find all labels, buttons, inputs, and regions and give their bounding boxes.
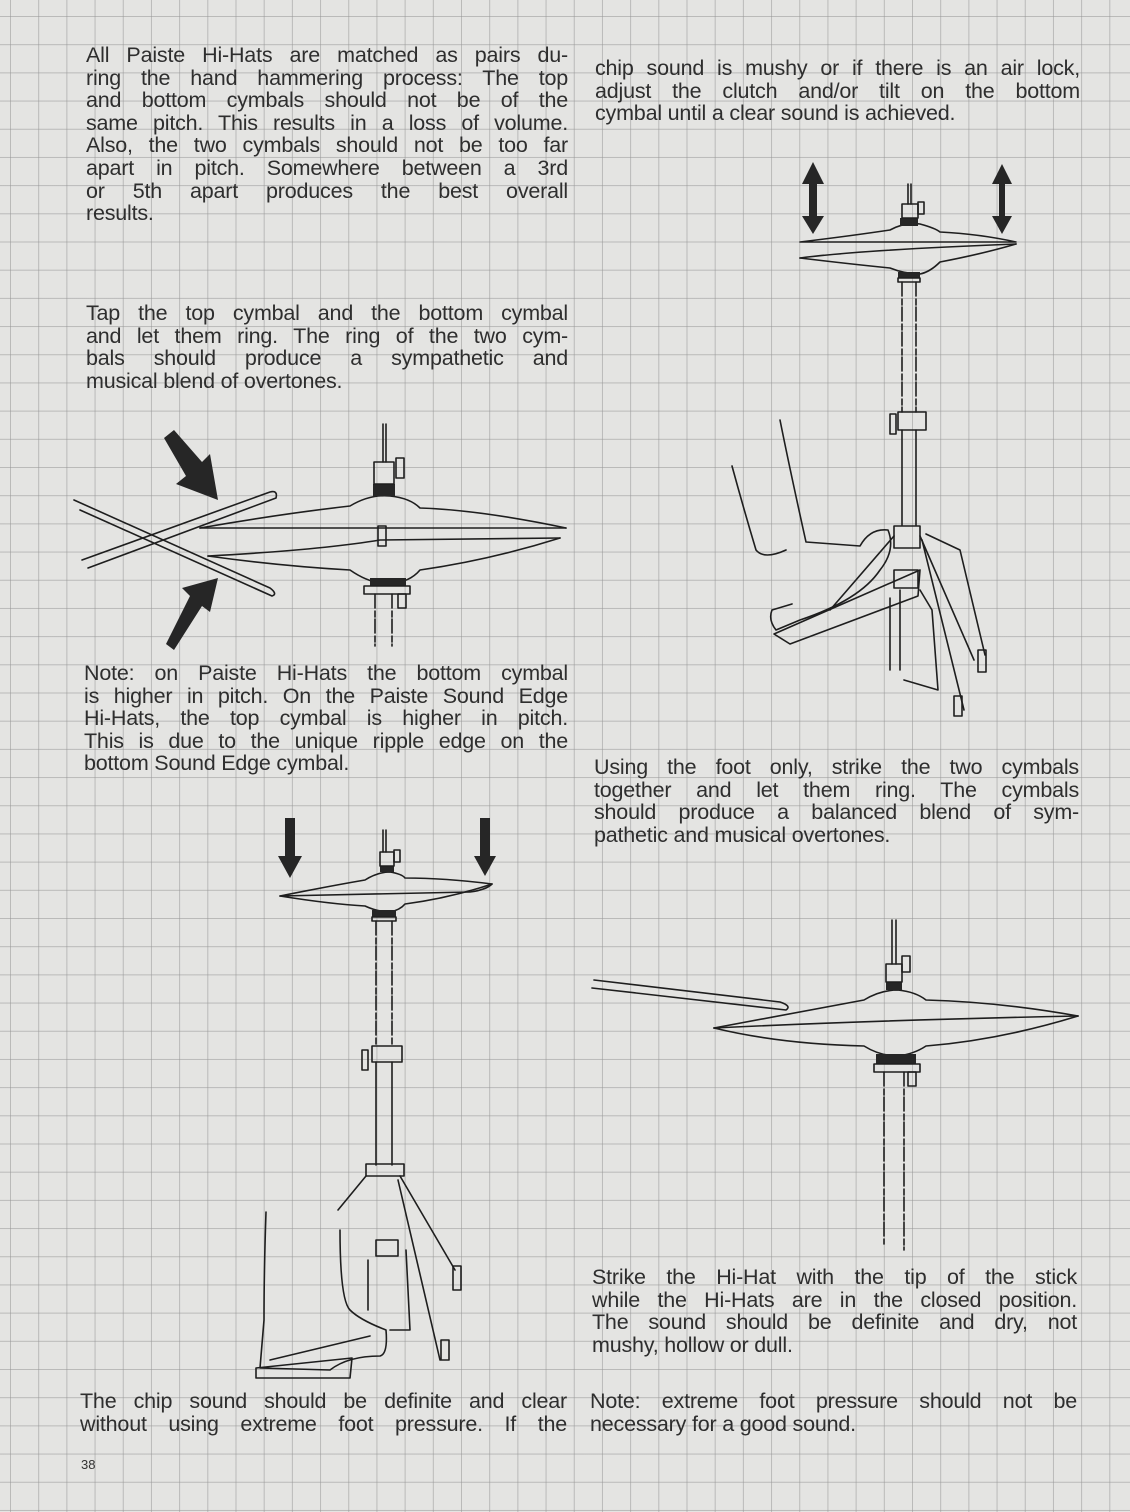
- arrow-up-right-icon: [166, 578, 218, 650]
- hi-hat-cymbals: [714, 920, 1078, 1250]
- foot-icon: [256, 1212, 386, 1378]
- illustration-foot-chip: [230, 800, 530, 1380]
- left-para-tap-cymbals: [86, 302, 568, 392]
- text-line: Hi-Hats, the top cymbal is higher in pitch.: [84, 706, 568, 731]
- text-line: All Paiste Hi-Hats are matched as pairs du-: [86, 43, 568, 67]
- text-line: Strike the Hi-Hat with the tip of the stick: [592, 1265, 1077, 1289]
- text-line: is higher in pitch. On the Paiste Sound Edge: [84, 683, 568, 708]
- arrow-up-down-icon: [992, 164, 1012, 234]
- text-line: should produce a balanced blend of sym-: [594, 800, 1079, 825]
- arrow-down-icon: [278, 818, 302, 878]
- text-line: chip sound is mushy or if there is an air lock,: [595, 56, 1080, 80]
- hi-hat-cymbals: [800, 184, 1016, 282]
- right-para-stick-tip: [592, 1266, 1077, 1356]
- right-para-foot-only: [594, 756, 1079, 846]
- text-line: together and let them ring. The cymbals: [594, 777, 1079, 802]
- text-line: bals should produce a sympathetic and: [86, 346, 568, 371]
- page-number: 38: [81, 1457, 96, 1472]
- hi-hat-cymbals: [280, 830, 492, 921]
- arrow-up-down-icon: [802, 162, 824, 234]
- text-line: and bottom cymbals should not be of the: [86, 88, 568, 113]
- right-para-air-lock: [595, 57, 1080, 125]
- arrow-down-right-icon: [164, 430, 218, 500]
- text-line: results.: [86, 201, 154, 226]
- left-para-matched-pairs: [86, 44, 568, 225]
- text-line: Note: extreme foot pressure should not be: [590, 1389, 1077, 1413]
- drumstick-icon: [592, 980, 788, 1010]
- illustration-tap-cymbals: [60, 410, 580, 650]
- left-para-pitch-note: [84, 662, 568, 775]
- text-line: pathetic and musical overtones.: [594, 822, 891, 847]
- text-line: necessary for a good sound.: [590, 1411, 856, 1436]
- text-line: or 5th apart produces the best overall: [86, 178, 568, 203]
- left-para-chip-sound: [80, 1390, 567, 1435]
- right-para-foot-pressure-note: [590, 1390, 1077, 1435]
- text-line: Using the foot only, strike the two cymbals: [594, 755, 1079, 779]
- text-line: ring the hand hammering process: The top: [86, 65, 568, 90]
- foot-icon: [732, 420, 920, 644]
- illustration-foot-open-closed: [720, 150, 1070, 730]
- text-line: Also, the two cymbals should not be too far: [86, 133, 568, 158]
- text-line: mushy, hollow or dull.: [592, 1332, 793, 1357]
- text-line: musical blend of overtones.: [86, 368, 343, 393]
- text-line: and let them ring. The ring of the two cym-: [86, 323, 568, 348]
- text-line: Tap the top cymbal and the bottom cymbal: [86, 301, 568, 325]
- hi-hat-stand: [830, 282, 986, 716]
- text-line: bottom Sound Edge cymbal.: [84, 751, 350, 776]
- text-line: apart in pitch. Somewhere between a 3rd: [86, 155, 568, 180]
- text-line: adjust the clutch and/or tilt on the bottom: [595, 78, 1080, 103]
- text-line: cymbal until a clear sound is achieved.: [595, 101, 956, 126]
- hi-hat-cymbals: [200, 424, 566, 646]
- text-line: The sound should be definite and dry, not: [592, 1310, 1077, 1335]
- text-line: while the Hi-Hats are in the closed position.: [592, 1287, 1077, 1312]
- drumstick-icon: [74, 492, 276, 596]
- hi-hat-stand: [338, 921, 461, 1360]
- text-line: This is due to the unique ripple edge on the: [84, 728, 568, 753]
- text-line: The chip sound should be definite and clear: [80, 1389, 567, 1413]
- text-line: Note: on Paiste Hi-Hats the bottom cymbal: [84, 661, 568, 685]
- text-line: without using extreme foot pressure. If the: [80, 1411, 567, 1436]
- illustration-stick-closed: [580, 900, 1100, 1260]
- text-line: same pitch. This results in a loss of volume.: [86, 110, 568, 135]
- arrow-down-icon: [474, 818, 496, 876]
